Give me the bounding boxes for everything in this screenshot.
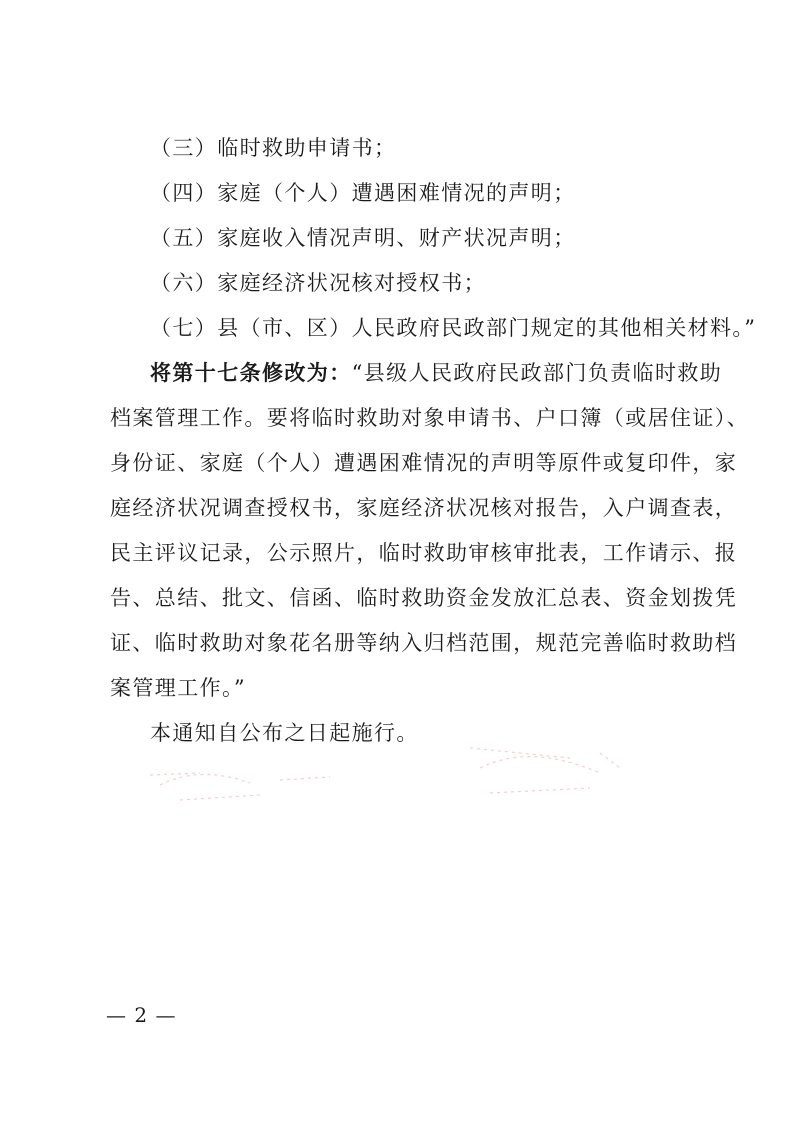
amendment-lead: 将第十七条修改为：	[150, 360, 352, 385]
amendment-line: 庭经济状况调查授权书，家庭经济状况核对报告，入户调查表，	[110, 496, 738, 520]
list-item-5: （五）家庭收入情况声明、财产状况声明；	[150, 226, 576, 250]
amendment-first-line-rest: “县级人民政府民政部门负责临时救助	[351, 361, 723, 385]
list-item-7: （七）县（市、区）人民政府民政部门规定的其他相关材料。”	[150, 316, 757, 340]
list-item-4: （四）家庭（个人）遭遇困难情况的声明；	[150, 181, 576, 205]
amendment-line: 告、总结、批文、信函、临时救助资金发放汇总表、资金划拨凭	[110, 586, 738, 610]
amendment-last-line: 案管理工作。”	[110, 676, 247, 700]
amendment-line: 档案管理工作。要将临时救助对象申请书、户口簿（或居住证）、	[110, 406, 750, 430]
list-item-6: （六）家庭经济状况核对授权书；	[150, 271, 486, 295]
effective-notice: 本通知自公布之日起施行。	[150, 721, 419, 745]
faint-stamp-right	[450, 738, 630, 808]
faint-stamp-left	[140, 755, 340, 815]
page-number: — 2 —	[106, 1003, 177, 1027]
amendment-line: 身份证、家庭（个人）遭遇困难情况的声明等原件或复印件，家	[110, 451, 738, 475]
amendment-line: 民主评议记录，公示照片，临时救助审核审批表，工作请示、报	[110, 541, 738, 565]
amendment-line: 证、临时救助对象花名册等纳入归档范围，规范完善临时救助档	[110, 631, 738, 655]
list-item-3: （三）临时救助申请书；	[150, 136, 397, 160]
amendment-first-line	[150, 358, 723, 388]
